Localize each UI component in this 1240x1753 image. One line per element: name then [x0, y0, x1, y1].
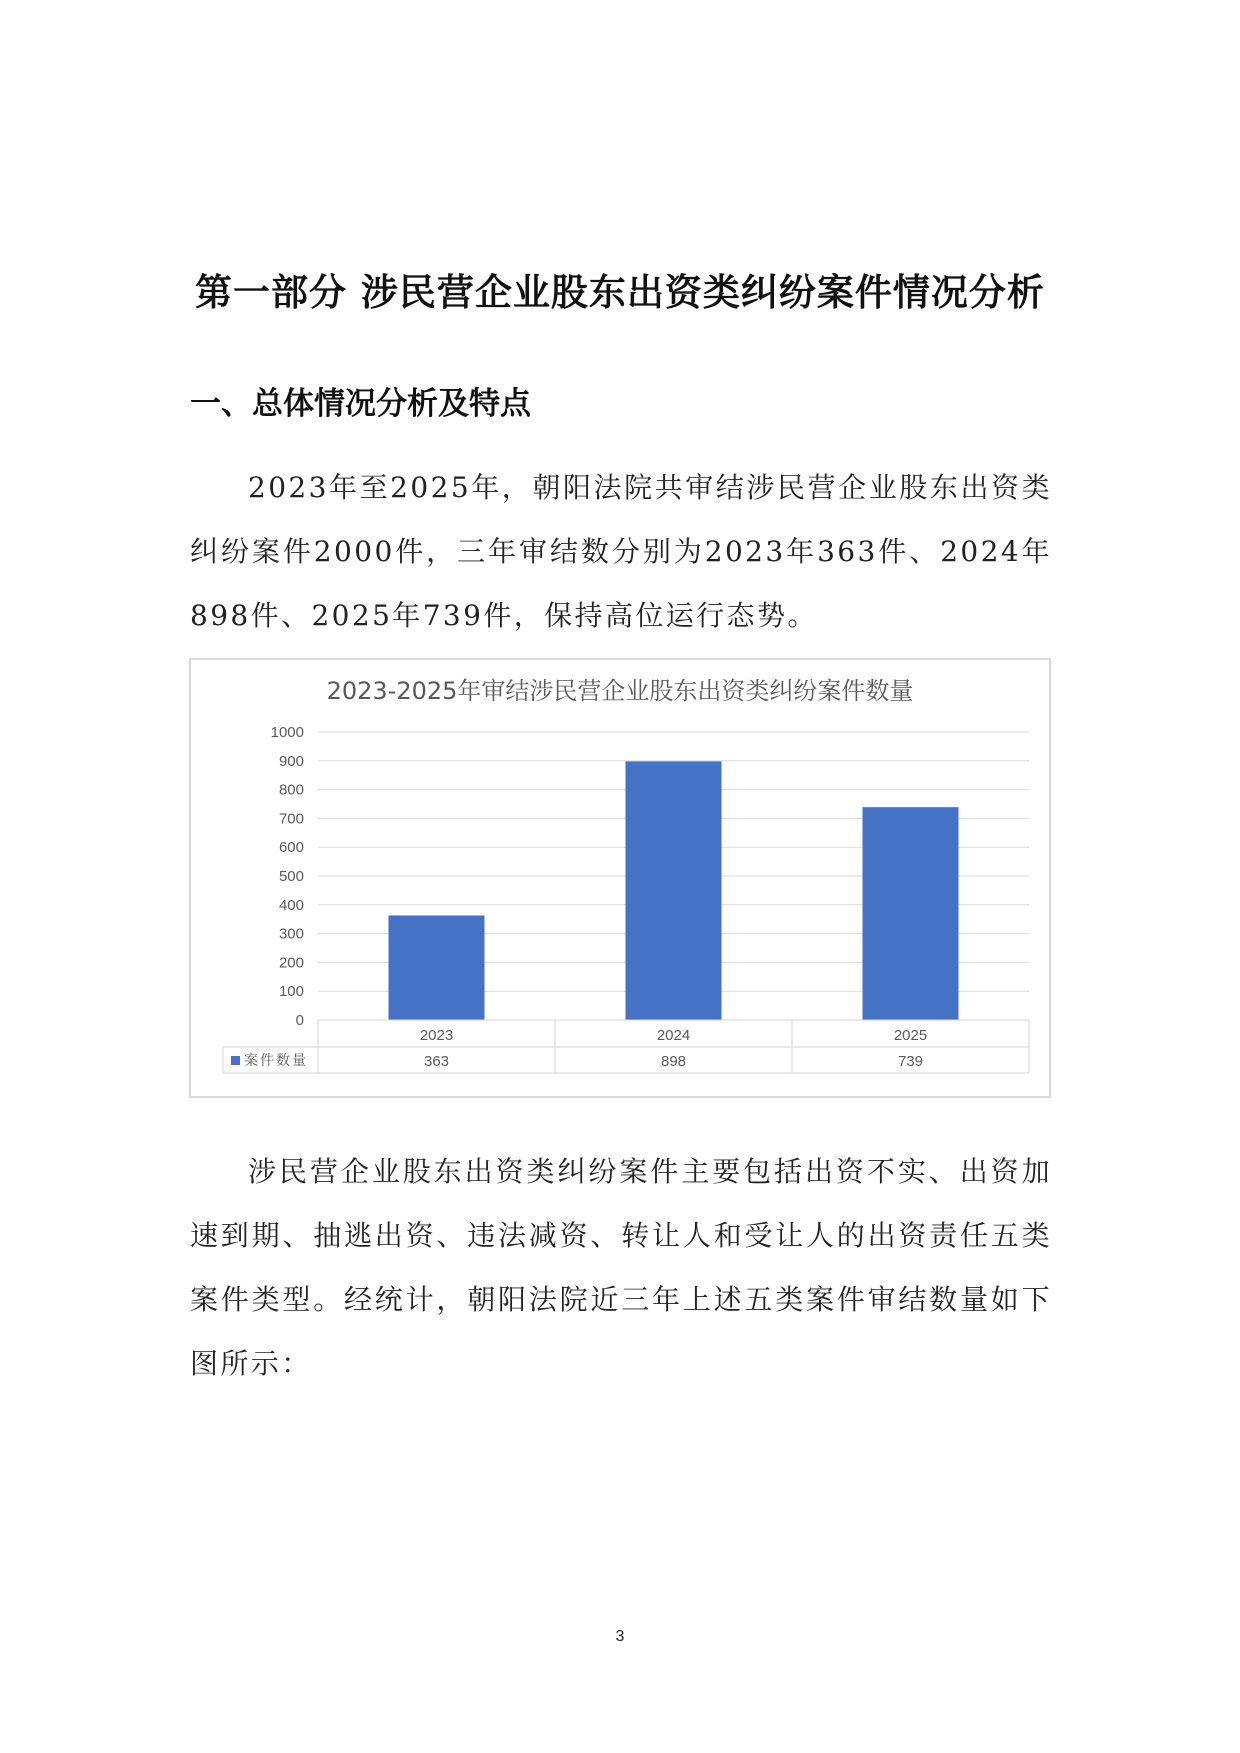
legend-label: 案件数量 [244, 1053, 308, 1069]
chart-title: 2023-2025年审结涉民营企业股东出资类纠纷案件数量 [326, 677, 914, 705]
bar-2023 [389, 915, 485, 1020]
y-tick-label-100: 100 [278, 983, 304, 1001]
legend-swatch [231, 1056, 240, 1065]
page-title: 第一部分 涉民营企业股东出资类纠纷案件情况分析 [195, 271, 1045, 314]
data-label-2025: 739 [897, 1053, 924, 1070]
y-tick-label-0: 0 [295, 1012, 304, 1029]
y-tick-label-300: 300 [278, 925, 304, 943]
case-count-chart [189, 658, 1051, 1098]
y-tick-label-500: 500 [278, 868, 304, 885]
paragraph-case-types: 涉民营企业股东出资类纠纷案件主要包括出资不实、出资加速到期、抽逃出资、违法减资、转让人和受让人的出资责任五类案件类型。经统计，朝阳法院近三年上述五类案件审结数量如下图所示： [190, 1155, 1052, 1380]
x-category-label-2025: 2025 [893, 1027, 928, 1044]
y-tick-label-200: 200 [278, 954, 304, 972]
y-tick-label-700: 700 [278, 810, 304, 828]
page-number: 3 [615, 1628, 625, 1645]
chart-bars [389, 761, 959, 1020]
data-label-2023: 363 [423, 1053, 450, 1070]
y-tick-label-1000: 1000 [270, 724, 304, 741]
bar-2024 [626, 761, 722, 1020]
y-tick-label-600: 600 [278, 839, 304, 857]
bar-2025 [863, 807, 959, 1020]
x-category-label-2024: 2024 [656, 1027, 691, 1044]
chart-data-table [223, 1020, 1029, 1073]
paragraph-case-totals: 2023年至2025年，朝阳法院共审结涉民营企业股东出资类纠纷案件2000件，三年审结数分别为2023年363件、2024年898件、2025年739件，保持高位运行态势。 [190, 471, 1052, 632]
y-tick-label-400: 400 [278, 896, 304, 914]
y-tick-label-800: 800 [278, 781, 304, 799]
data-label-2024: 898 [660, 1053, 687, 1070]
chart-svg [191, 660, 1049, 1096]
chart-y-axis-ticks [271, 724, 304, 1029]
x-category-label-2023: 2023 [419, 1027, 454, 1044]
section-heading: 一、总体情况分析及特点 [190, 386, 531, 422]
y-tick-label-900: 900 [278, 752, 304, 770]
